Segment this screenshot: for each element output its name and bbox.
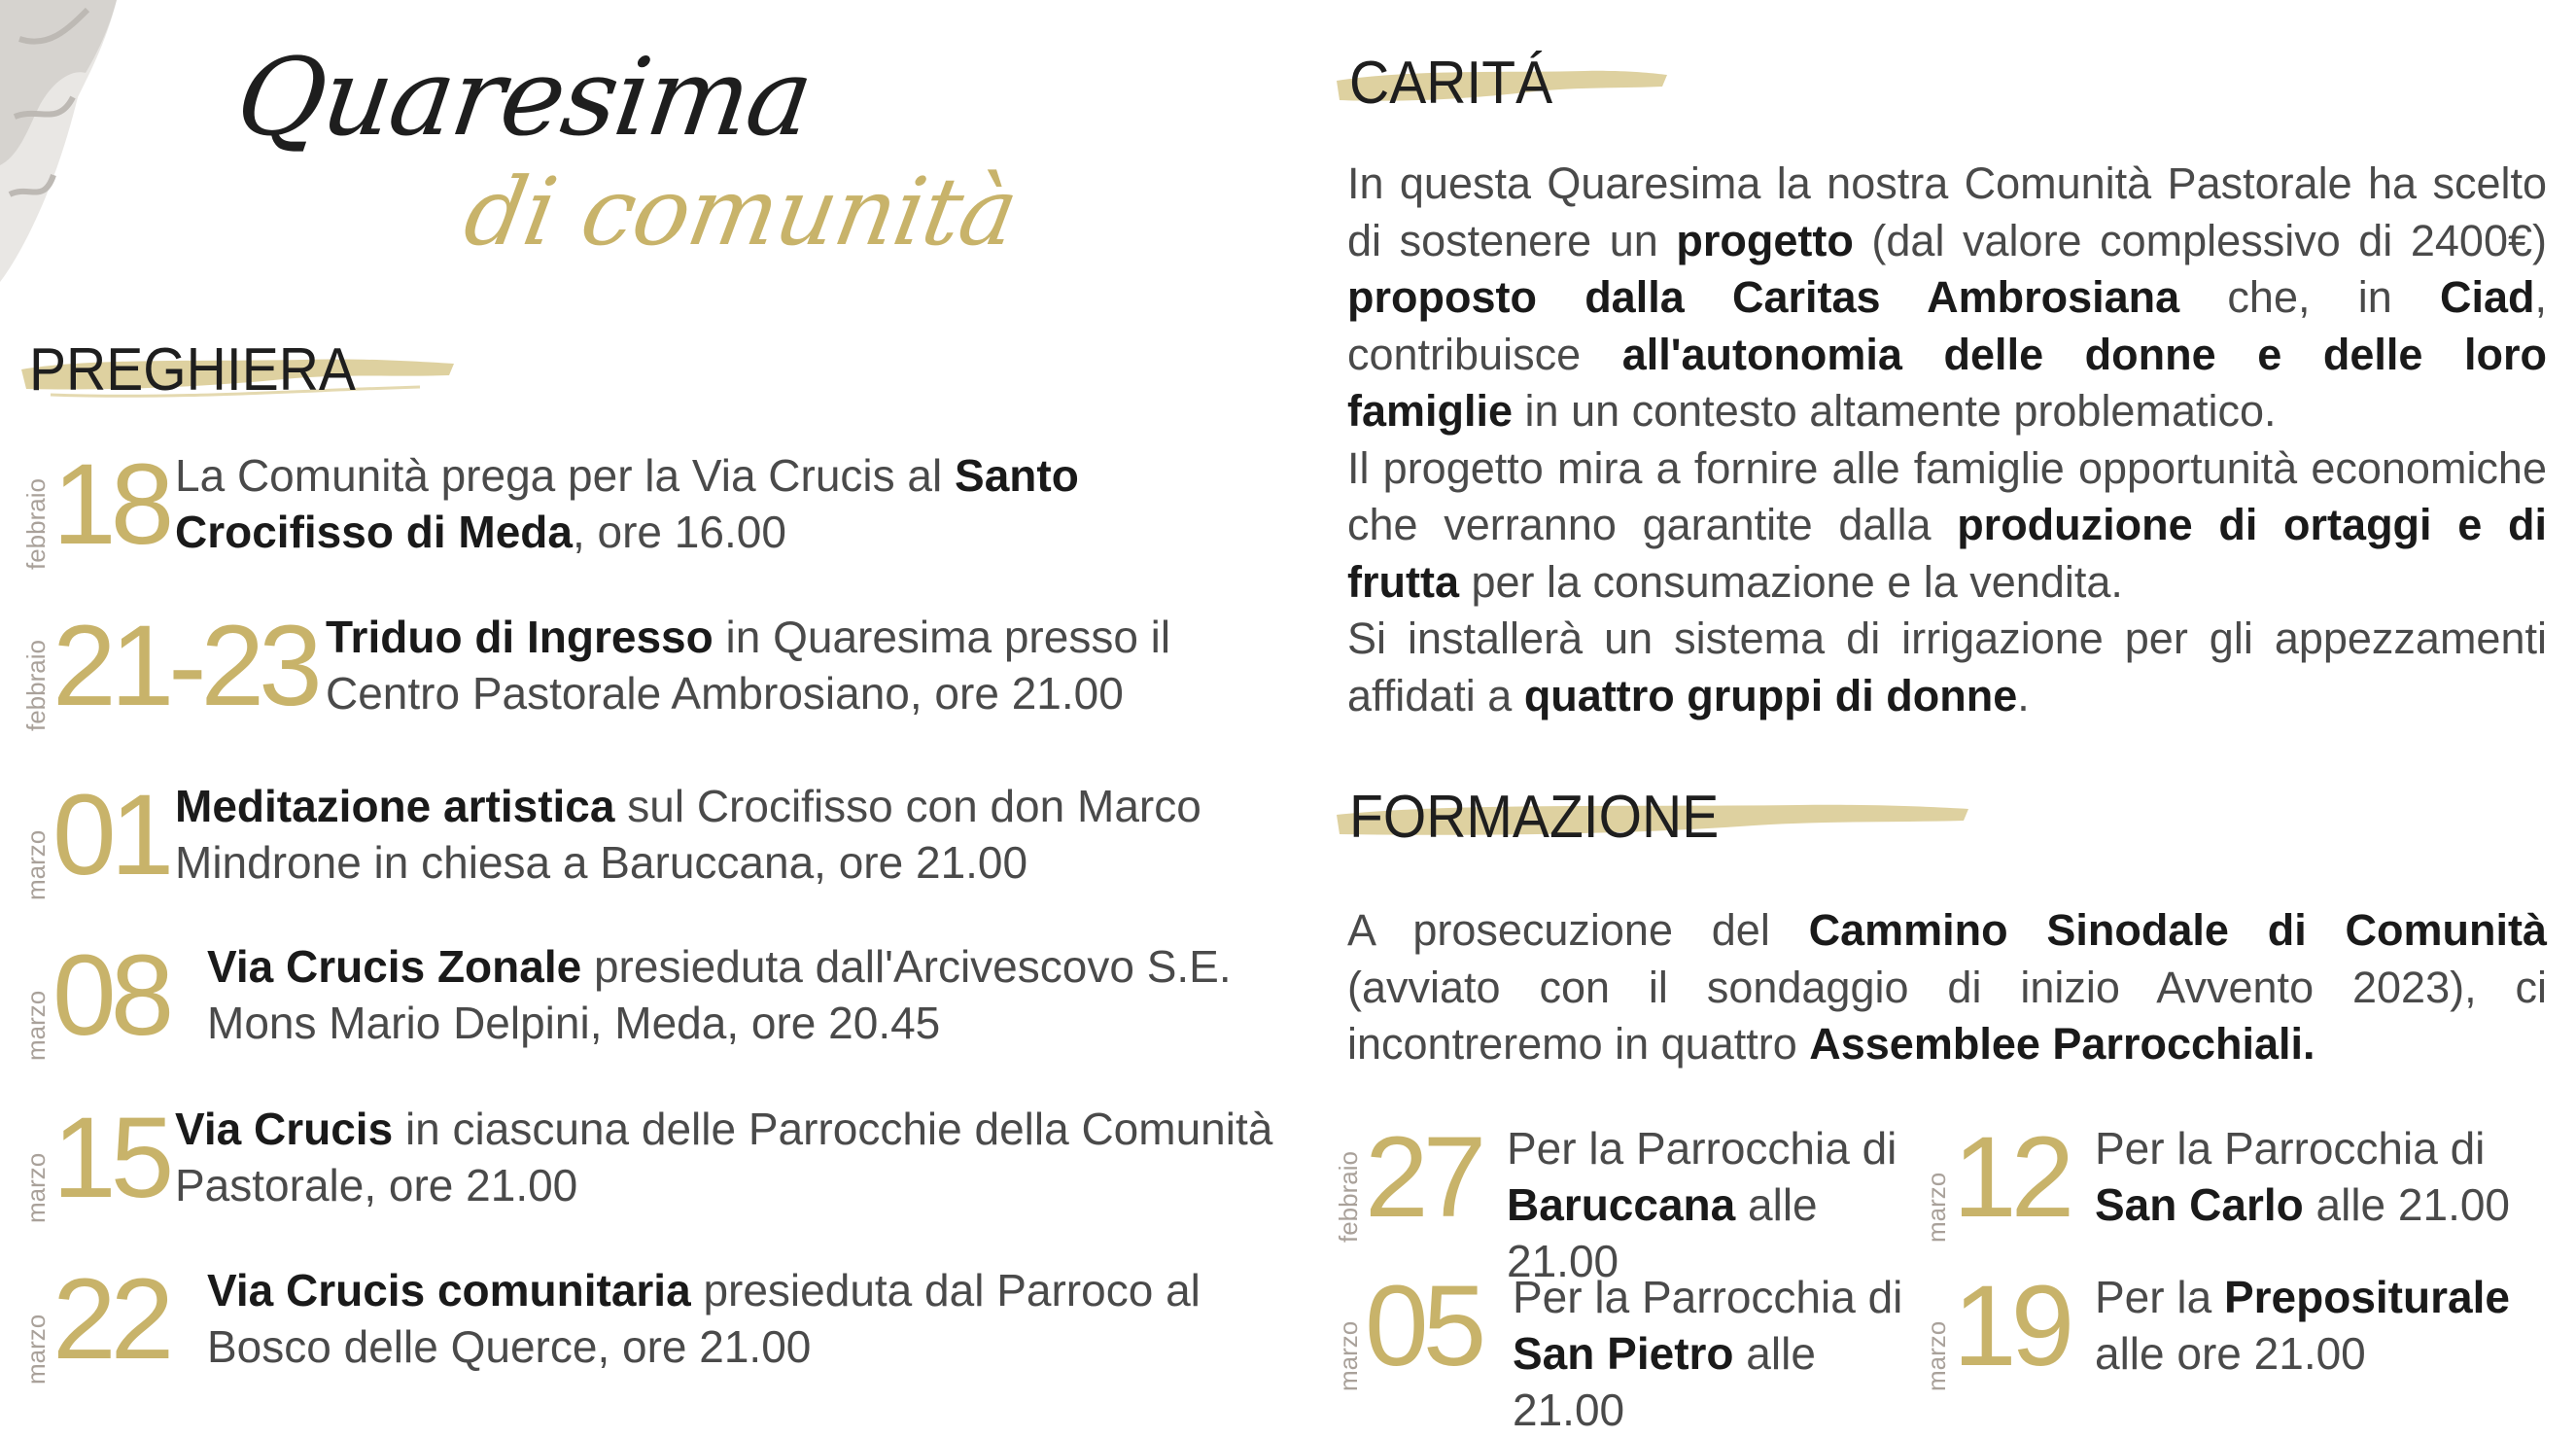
highlight-text: proposto dalla Caritas Ambrosiana — [1347, 272, 2180, 322]
body-text: alle 21.00 — [1507, 1179, 1818, 1286]
body-text: A prosecuzione del — [1347, 905, 1809, 955]
event-item — [19, 1094, 1283, 1246]
highlight-text: Meditazione artistica — [175, 781, 615, 831]
event-month: marzo — [1922, 1172, 1951, 1243]
event-item — [19, 931, 1283, 1084]
highlight-text: Baruccana — [1507, 1179, 1736, 1230]
event-description — [175, 1101, 1283, 1213]
carita-paragraphs — [1347, 156, 2547, 724]
paragraph — [1347, 156, 2547, 440]
event-item — [1920, 1113, 2547, 1266]
section-title: FORMAZIONE — [1349, 784, 1720, 851]
event-item — [19, 602, 1283, 754]
event-description — [175, 778, 1283, 891]
event-description — [2095, 1269, 2547, 1382]
body-text: alle 21.00 — [1513, 1328, 1816, 1435]
body-text: alle ore 21.00 — [2095, 1328, 2366, 1379]
event-item — [19, 440, 1283, 593]
highlight-text: quattro gruppi di donne — [1523, 670, 2018, 720]
event-description — [326, 609, 1283, 721]
body-text: per la consumazione e la vendita. — [1458, 556, 2123, 607]
page-subtitle: di comunità — [457, 158, 1026, 266]
event-month: marzo — [21, 1314, 51, 1385]
paragraph — [1347, 440, 2547, 612]
event-description — [175, 447, 1283, 560]
body-text: (avviato con il sondaggio di inizio Avvento 2023), ci incontreremo in quattro — [1347, 962, 2547, 1069]
event-day: 18 — [52, 440, 169, 569]
event-day: 01 — [52, 771, 169, 899]
body-text: , ore 16.00 — [572, 507, 786, 557]
highlight-text: all'autonomia delle donne e delle loro famiglie — [1347, 329, 2547, 436]
event-month: febbraio — [1334, 1151, 1363, 1243]
highlight-text: Via Crucis comunitaria — [207, 1265, 691, 1315]
page-title: Quaresima — [229, 35, 818, 159]
body-text: Per la Parrocchia di — [1507, 1123, 1897, 1174]
event-month: febbraio — [21, 478, 51, 570]
event-day: 22 — [52, 1255, 169, 1384]
highlight-text: Prepositurale — [2223, 1272, 2510, 1322]
event-description — [207, 1262, 1283, 1375]
highlight-text: Via Crucis — [175, 1104, 394, 1154]
event-day: 12 — [1953, 1113, 2070, 1242]
event-month: marzo — [21, 1152, 51, 1223]
body-text: (dal valore complessivo di 2400€) — [1853, 215, 2547, 265]
event-item — [19, 771, 1283, 924]
highlight-text: progetto — [1676, 215, 1854, 265]
event-day: 05 — [1365, 1262, 1481, 1390]
body-text: presieduta dal Parroco al Bosco delle Querce, ore 21.00 — [207, 1265, 1201, 1372]
highlight-text: Cammino Sinodale di Comunità — [1808, 905, 2547, 955]
highlight-text: Assemblee Parrocchiali. — [1809, 1019, 2315, 1069]
paragraph — [1347, 611, 2547, 724]
event-item — [1332, 1262, 1915, 1435]
corner-artwork — [0, 0, 136, 292]
body-text: , contribuisce — [1347, 272, 2547, 379]
highlight-text: San Carlo — [2095, 1179, 2304, 1230]
event-item — [1332, 1113, 1915, 1286]
body-text: alle 21.00 — [2303, 1179, 2511, 1230]
event-item — [19, 1255, 1283, 1408]
event-description — [2095, 1120, 2547, 1233]
event-day: 15 — [52, 1094, 169, 1222]
body-text: presieduta dall'Arcivescovo S.E. Mons Mario Delpini, Meda, ore 20.45 — [207, 941, 1232, 1048]
event-item — [1920, 1262, 2547, 1415]
event-description — [1513, 1269, 1915, 1438]
body-text: La Comunità prega per la Via Crucis al — [175, 450, 956, 501]
body-text: Si installerà un sistema di irrigazione per gli appezzamenti affidati a — [1347, 614, 2547, 720]
highlight-text: San Pietro — [1513, 1328, 1734, 1379]
highlight-text: Triduo di Ingresso — [326, 612, 714, 662]
body-text: Per la Parrocchia di — [2095, 1123, 2486, 1174]
highlight-text: Santo Crocifisso di Meda — [175, 450, 1079, 557]
body-text: sul Crocifisso con don Marco Mindrone in chiesa a Baruccana, ore 21.00 — [175, 781, 1201, 888]
event-day: 27 — [1365, 1113, 1481, 1242]
event-day: 19 — [1953, 1262, 2070, 1390]
event-month: marzo — [1922, 1320, 1951, 1391]
highlight-text: Ciad — [2439, 272, 2535, 322]
event-month: febbraio — [21, 640, 51, 731]
body-text: in ciascuna delle Parrocchie della Comunità Pastorale, ore 21.00 — [175, 1104, 1273, 1210]
event-description — [207, 938, 1283, 1051]
body-text: . — [2017, 670, 2030, 720]
event-day: 08 — [52, 931, 169, 1060]
highlight-text: produzione di ortaggi e di frutta — [1347, 500, 2547, 607]
body-text: Per la Parrocchia di — [1513, 1272, 1903, 1322]
event-month: marzo — [21, 829, 51, 900]
highlight-text: Via Crucis Zonale — [207, 941, 582, 992]
body-text: in Quaresima presso il Centro Pastorale Ambrosiano, ore 21.00 — [326, 612, 1171, 719]
body-text: Per la — [2095, 1272, 2224, 1322]
body-text: che, in — [2179, 272, 2440, 322]
body-text: In questa Quaresima la nostra Comunità Pastorale ha scelto di sostenere un — [1347, 158, 2547, 265]
event-description — [1507, 1120, 1915, 1289]
body-text: in un contesto altamente problematico. — [1513, 386, 2277, 436]
event-month: marzo — [1334, 1320, 1363, 1391]
section-title: CARITÁ — [1349, 50, 1553, 117]
event-month: marzo — [21, 990, 51, 1061]
formazione-intro — [1347, 902, 2547, 1073]
body-text: Il progetto mira a fornire alle famiglie opportunità economiche che verranno garantite dalla — [1347, 442, 2547, 549]
section-title: PREGHIERA — [29, 336, 356, 403]
event-day: 21-23 — [52, 602, 317, 730]
